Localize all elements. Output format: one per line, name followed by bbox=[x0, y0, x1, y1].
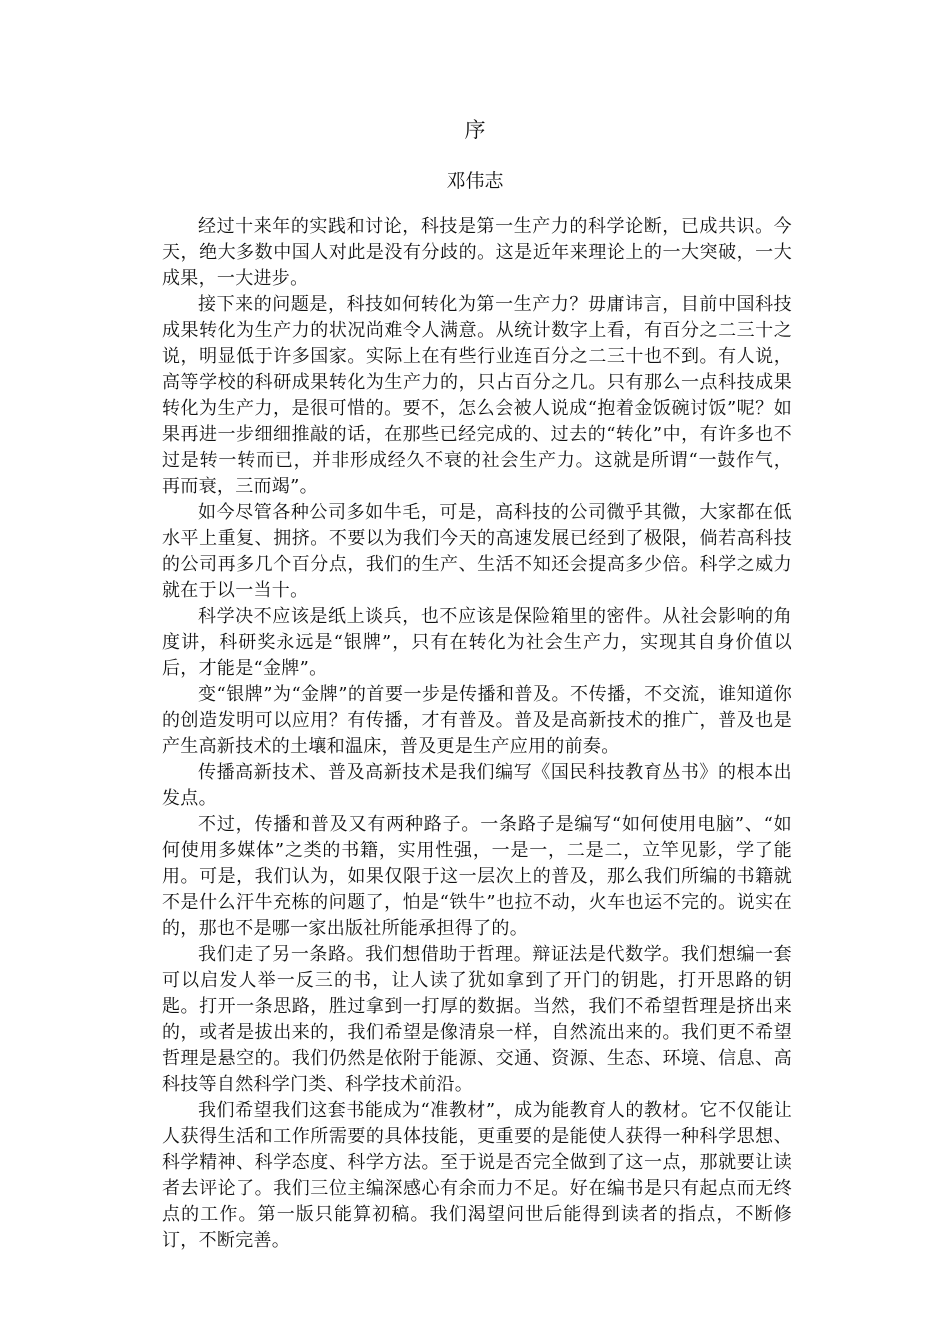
author-name: 邓伟志 bbox=[446, 170, 504, 192]
paragraph: 经过十来年的实践和讨论，科技是第一生产力的科学论断，已成共识。今天，绝大多数中国人对此是没有分歧的。这是近年来理论上的一大突破，一大成果，一大进步。 bbox=[162, 216, 792, 289]
paragraph: 传播高新技术、普及高新技术是我们编写《国民科技教育丛书》的根本出发点。 bbox=[162, 762, 792, 809]
paragraph: 我们希望我们这套书能成为“准教材”，成为能教育人的教材。它不仅能让人获得生活和工作所需要的具体技能，更重要的是能使人获得一种科学思想、科学精神、科学态度、科学方法。至于说是否完全做到了这一点，那就要让读者去评论了。我们三位主编深感心有余而力不足。好在编书是只有起点而无终点的工作。第一版只能算初稿。我们渴望问世后能得到读者的指点，不断修订，不断完善。 bbox=[162, 1100, 792, 1251]
paragraph: 变“银牌”为“金牌”的首要一步是传播和普及。不传播，不交流，谁知道你的创造发明可以应用？有传播，才有普及。普及是高新技术的推广，普及也是产生高新技术的土壤和温床，普及更是生产应用的前奏。 bbox=[162, 684, 792, 757]
paragraph: 我们走了另一条路。我们想借助于哲理。辩证法是代数学。我们想编一套可以启发人举一反三的书，让人读了犹如拿到了开门的钥匙，打开思路的钥匙。打开一条思路，胜过拿到一打厚的数据。当然，我们不希望哲理是挤出来的，或者是拔出来的，我们希望是像清泉一样，自然流出来的。我们更不希望哲理是悬空的。我们仍然是依附于能源、交通、资源、生态、环境、信息、高科技等自然科学门类、科学技术前沿。 bbox=[162, 944, 792, 1095]
paragraph: 不过，传播和普及又有两种路子。一条路子是编写“如何使用电脑”、“如何使用多媒体”之类的书籍，实用性强，一是一，二是二，立竿见影，学了能用。可是，我们认为，如果仅限于这一层次上的普及，那么我们所编的书籍就不是什么汗牛充栋的问题了，怕是“铁牛”也拉不动，火车也运不完的。说实在的，那也不是哪一家出版社所能承担得了的。 bbox=[162, 814, 792, 939]
paragraph: 科学决不应该是纸上谈兵，也不应该是保险箱里的密件。从社会影响的角度讲，科研奖永远是“银牌”，只有在转化为社会生产力，实现其自身价值以后，才能是“金牌”。 bbox=[162, 606, 792, 679]
page-title: 序 bbox=[464, 118, 486, 142]
paragraph: 如今尽管各种公司多如牛毛，可是，高科技的公司微乎其微，大家都在低水平上重复、拥挤。不要以为我们今天的高速发展已经到了极限，倘若高科技的公司再多几个百分点，我们的生产、生活不知还会提高多少倍。科学之威力就在于以一当十。 bbox=[162, 502, 792, 601]
paragraph: 接下来的问题是，科技如何转化为第一生产力？毋庸讳言，目前中国科技成果转化为生产力的状况尚难令人满意。从统计数字上看，有百分之二三十之说，明显低于许多国家。实际上在有些行业连百分之二三十也不到。有人说，高等学校的科研成果转化为生产力的，只占百分之几。只有那么一点科技成果转化为生产力，是很可惜的。要不，怎么会被人说成“抱着金饭碗讨饭”呢？如果再进一步细细推敲的话，在那些已经完成的、过去的“转化”中，有许多也不过是转一转而已，并非形成经久不衰的社会生产力。这就是所谓“一鼓作气，再而衰，三而竭”。 bbox=[162, 294, 792, 497]
body-text bbox=[162, 214, 792, 1254]
